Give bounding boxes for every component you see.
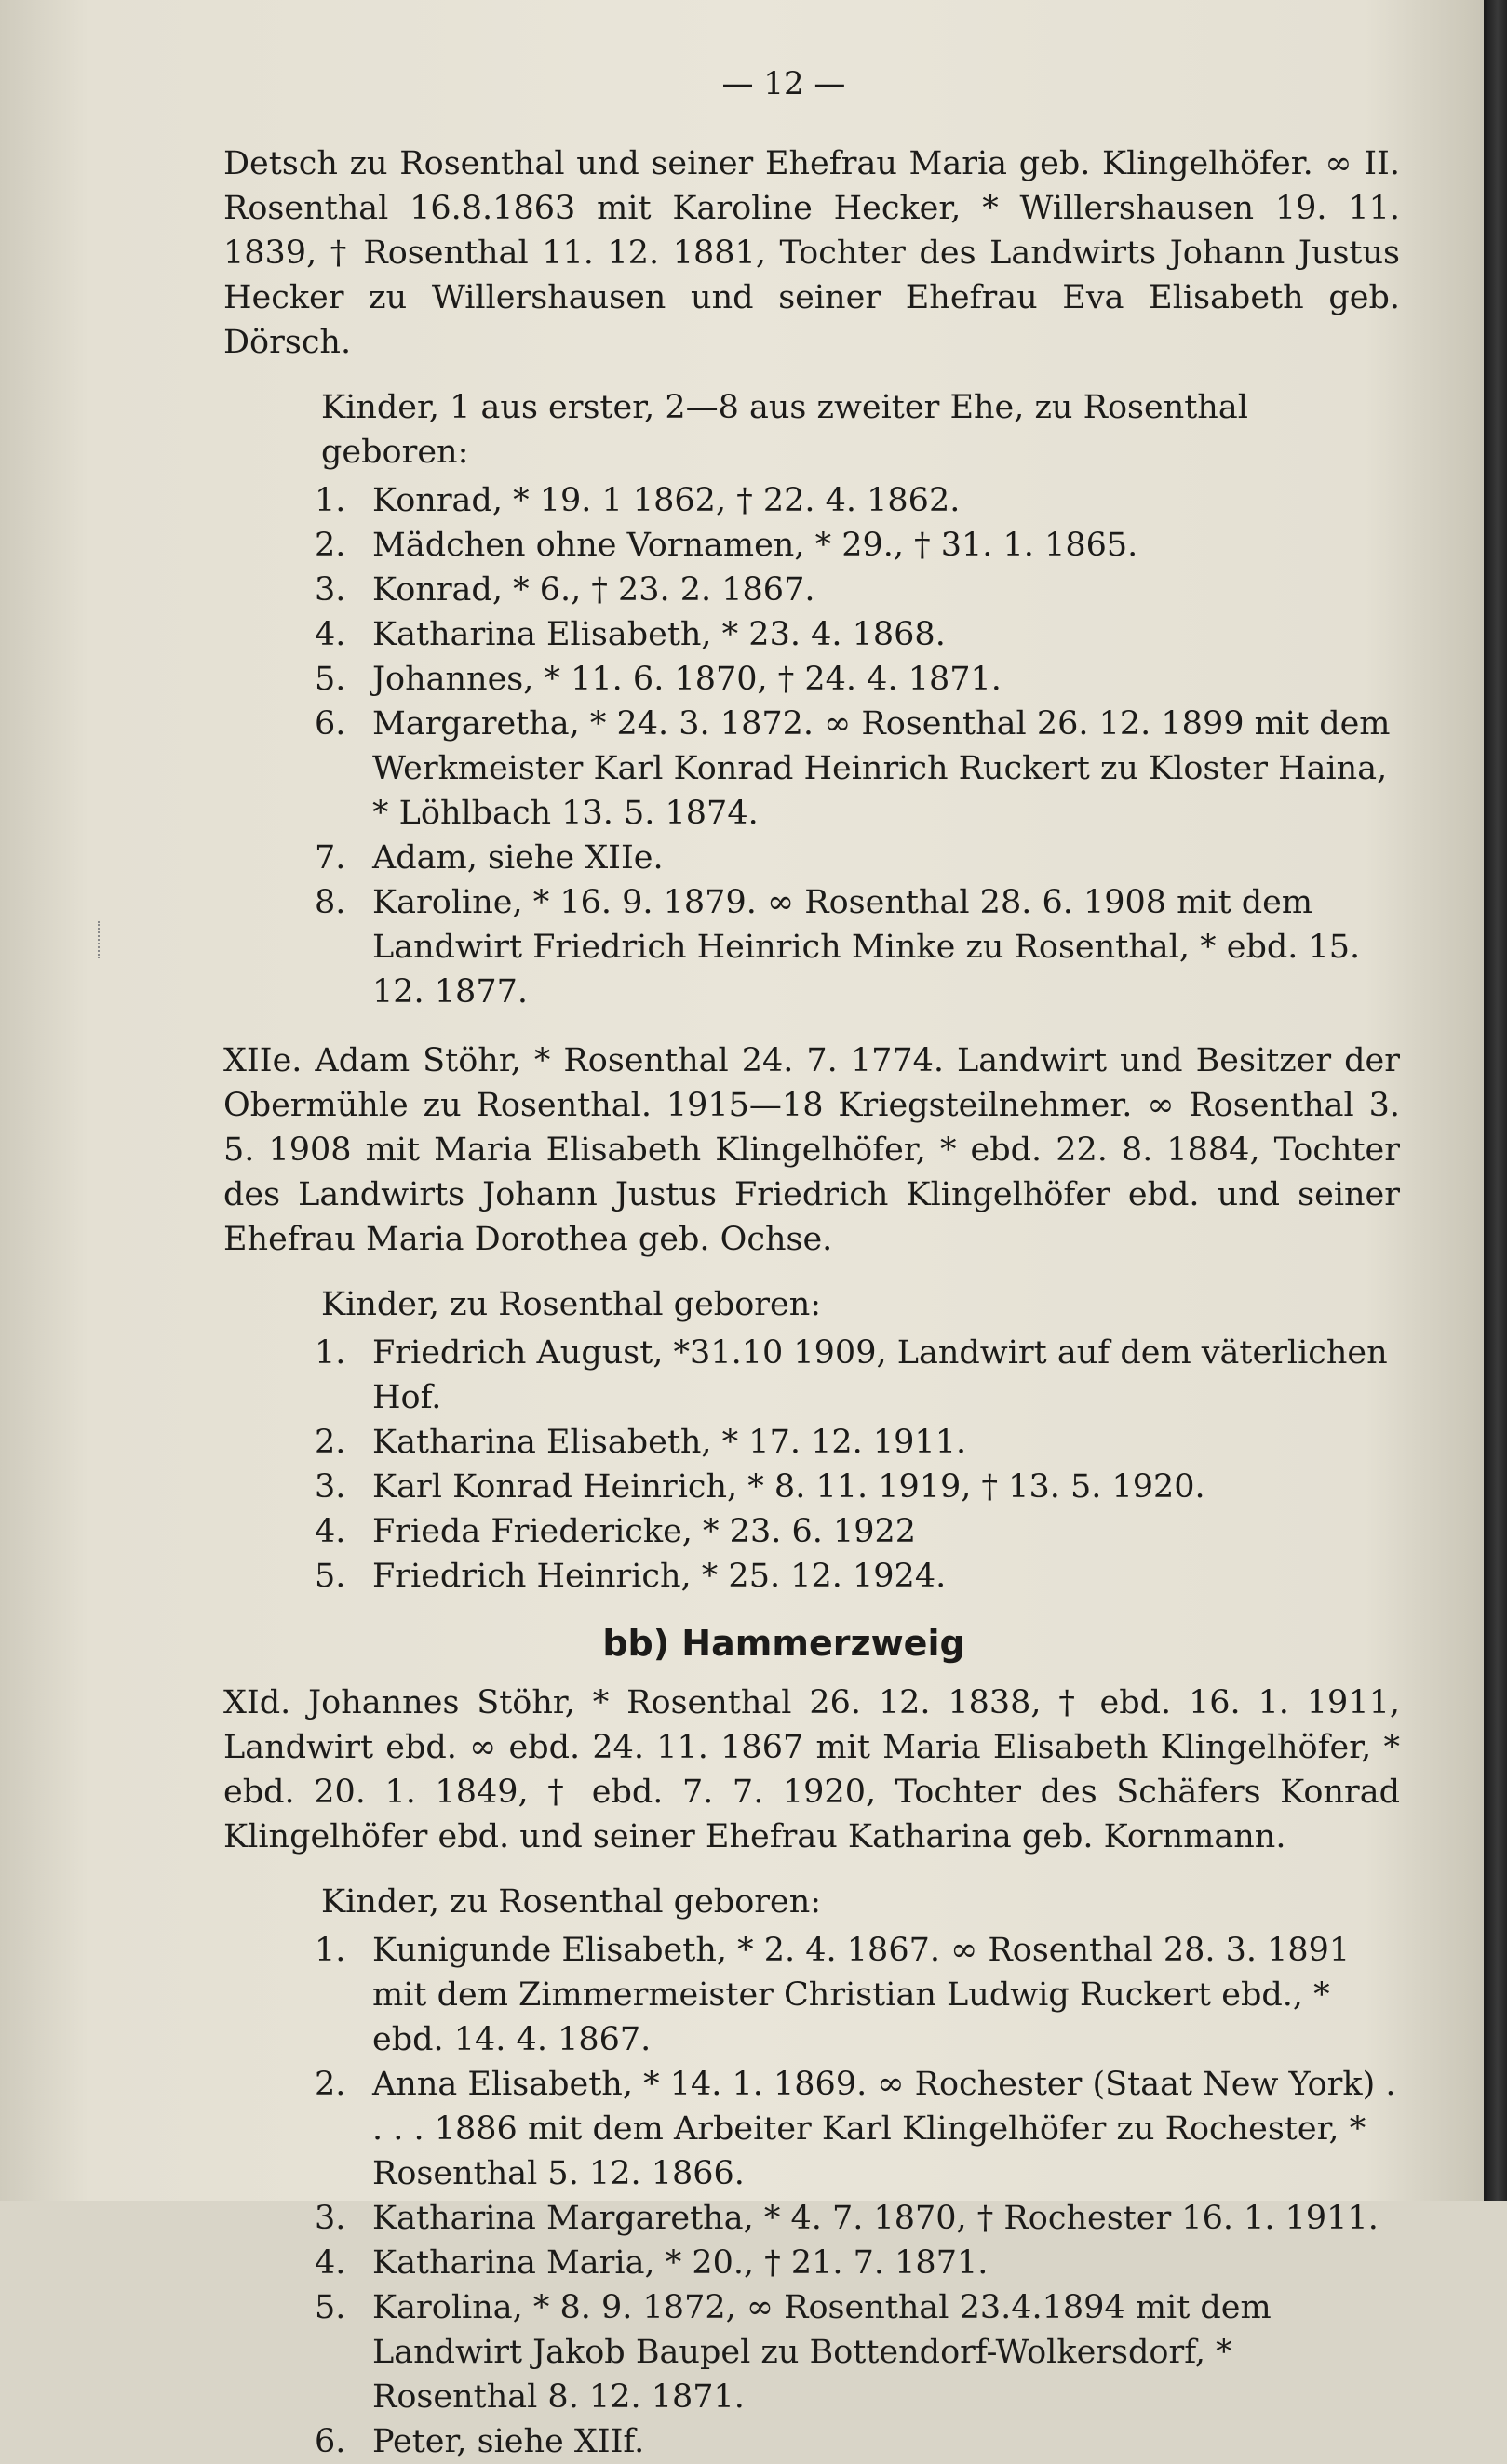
list-item: 6. Peter, siehe XIIf. <box>315 2423 645 2460</box>
margin-mark <box>98 921 105 958</box>
list-item: 6. Margaretha, * 24. 3. 1872. ∞ Rosenthal 26. 12. 1899 mit dem Werkmeister Karl Konrad Heinrich Ruckert zu Kloster Haina, * Löhlbach 13. 5. 1874. <box>315 705 1391 832</box>
list-item: 3. Katharina Margaretha, * 4. 7. 1870, † Rochester 16. 1. 1911. <box>315 2200 1379 2237</box>
children-list-3 <box>223 1928 1400 2464</box>
list-item: 8. Karoline, * 16. 9. 1879. ∞ Rosenthal 28. 6. 1908 mit dem Landwirt Friedrich Heinrich Minke zu Rosenthal, * ebd. 15. 12. 1877. <box>315 884 1361 1011</box>
list-item: 1. Friedrich August, *31.10 1909, Landwirt auf dem väterlichen Hof. <box>315 1334 1388 1416</box>
list-item: 4. Frieda Friedericke, * 23. 6. 1922 <box>315 1513 917 1550</box>
list-item: 4. Katharina Maria, * 20., † 21. 7. 1871. <box>315 2244 989 2282</box>
list-item: 3. Karl Konrad Heinrich, * 8. 11. 1919, † 13. 5. 1920. <box>315 1468 1205 1506</box>
children-intro-1: Kinder, 1 aus erster, 2—8 aus zweiter Ehe, zu Rosenthal geboren: <box>321 389 1248 471</box>
list-item: 5. Johannes, * 11. 6. 1870, † 24. 4. 1871. <box>315 661 1002 698</box>
list-item: 1. Konrad, * 19. 1 1862, † 22. 4. 1862. <box>315 482 961 519</box>
children-intro-2: Kinder, zu Rosenthal geboren: <box>321 1286 822 1323</box>
list-item: 5. Friedrich Heinrich, * 25. 12. 1924. <box>315 1558 947 1595</box>
paragraph-detsch: Detsch zu Rosenthal und seiner Ehefrau Maria geb. Klingelhöfer. ∞ II. Rosenthal 16.8.1863 mit Karoline Hecker, * Willershausen 19. 11. 1839, † Rosenthal 11. 12. 1881, Tochter des Landwirts Johann Justus Hecker zu Willershausen und seiner Ehefrau Eva Elisabeth geb. Dörsch. <box>223 145 1400 361</box>
children-list-2 <box>223 1331 1400 1599</box>
list-item: 4. Katharina Elisabeth, * 23. 4. 1868. <box>315 616 946 653</box>
list-item: 2. Anna Elisabeth, * 14. 1. 1869. ∞ Rochester (Staat New York) . . . . 1886 mit dem Arbeiter Karl Klingelhöfer zu Rochester, * Rosenthal 5. 12. 1866. <box>315 2066 1396 2192</box>
list-item: 2. Katharina Elisabeth, * 17. 12. 1911. <box>315 1424 967 1461</box>
paragraph-xiie: XIIe. Adam Stöhr, * Rosenthal 24. 7. 1774. Landwirt und Besitzer der Obermühle zu Rosenthal. 1915—18 Kriegsteilnehmer. ∞ Rosenthal 3. 5. 1908 mit Maria Elisabeth Klingelhöfer, * ebd. 22. 8. 1884, Tochter des Landwirts Johann Justus Friedrich Klingelhöfer ebd. und seiner Ehefrau Maria Dorothea geb. Ochse. <box>223 1042 1400 1258</box>
paragraph-xid: XId. Johannes Stöhr, * Rosenthal 26. 12. 1838, † ebd. 16. 1. 1911, Landwirt ebd. ∞ ebd. 24. 11. 1867 mit Maria Elisabeth Klingelhöfer, * ebd. 20. 1. 1849, † ebd. 7. 7. 1920, Tochter des Schäfers Konrad Klingelhöfer ebd. und seiner Ehefrau Katharina geb. Kornmann. <box>223 1684 1400 1855</box>
list-item: 3. Konrad, * 6., † 23. 2. 1867. <box>315 571 815 609</box>
page-number: — 12 — <box>721 65 846 102</box>
list-item: 5. Karolina, * 8. 9. 1872, ∞ Rosenthal 23.4.1894 mit dem Landwirt Jakob Baupel zu Bottendorf-Wolkersdorf, * Rosenthal 8. 12. 1871. <box>315 2289 1272 2416</box>
section-heading: bb) Hammerzweig <box>602 1623 965 1664</box>
list-item: 2. Mädchen ohne Vornamen, * 29., † 31. 1. 1865. <box>315 527 1138 564</box>
list-item: 7. Adam, siehe XIIe. <box>315 839 664 877</box>
children-intro-3: Kinder, zu Rosenthal geboren: <box>321 1883 822 1921</box>
list-item: 1. Kunigunde Elisabeth, * 2. 4. 1867. ∞ Rosenthal 28. 3. 1891 mit dem Zimmermeister Christian Ludwig Ruckert ebd., * ebd. 14. 4. 1867. <box>315 1932 1351 2058</box>
book-spine-edge <box>1484 0 1507 2201</box>
children-list-1 <box>223 478 1400 1014</box>
